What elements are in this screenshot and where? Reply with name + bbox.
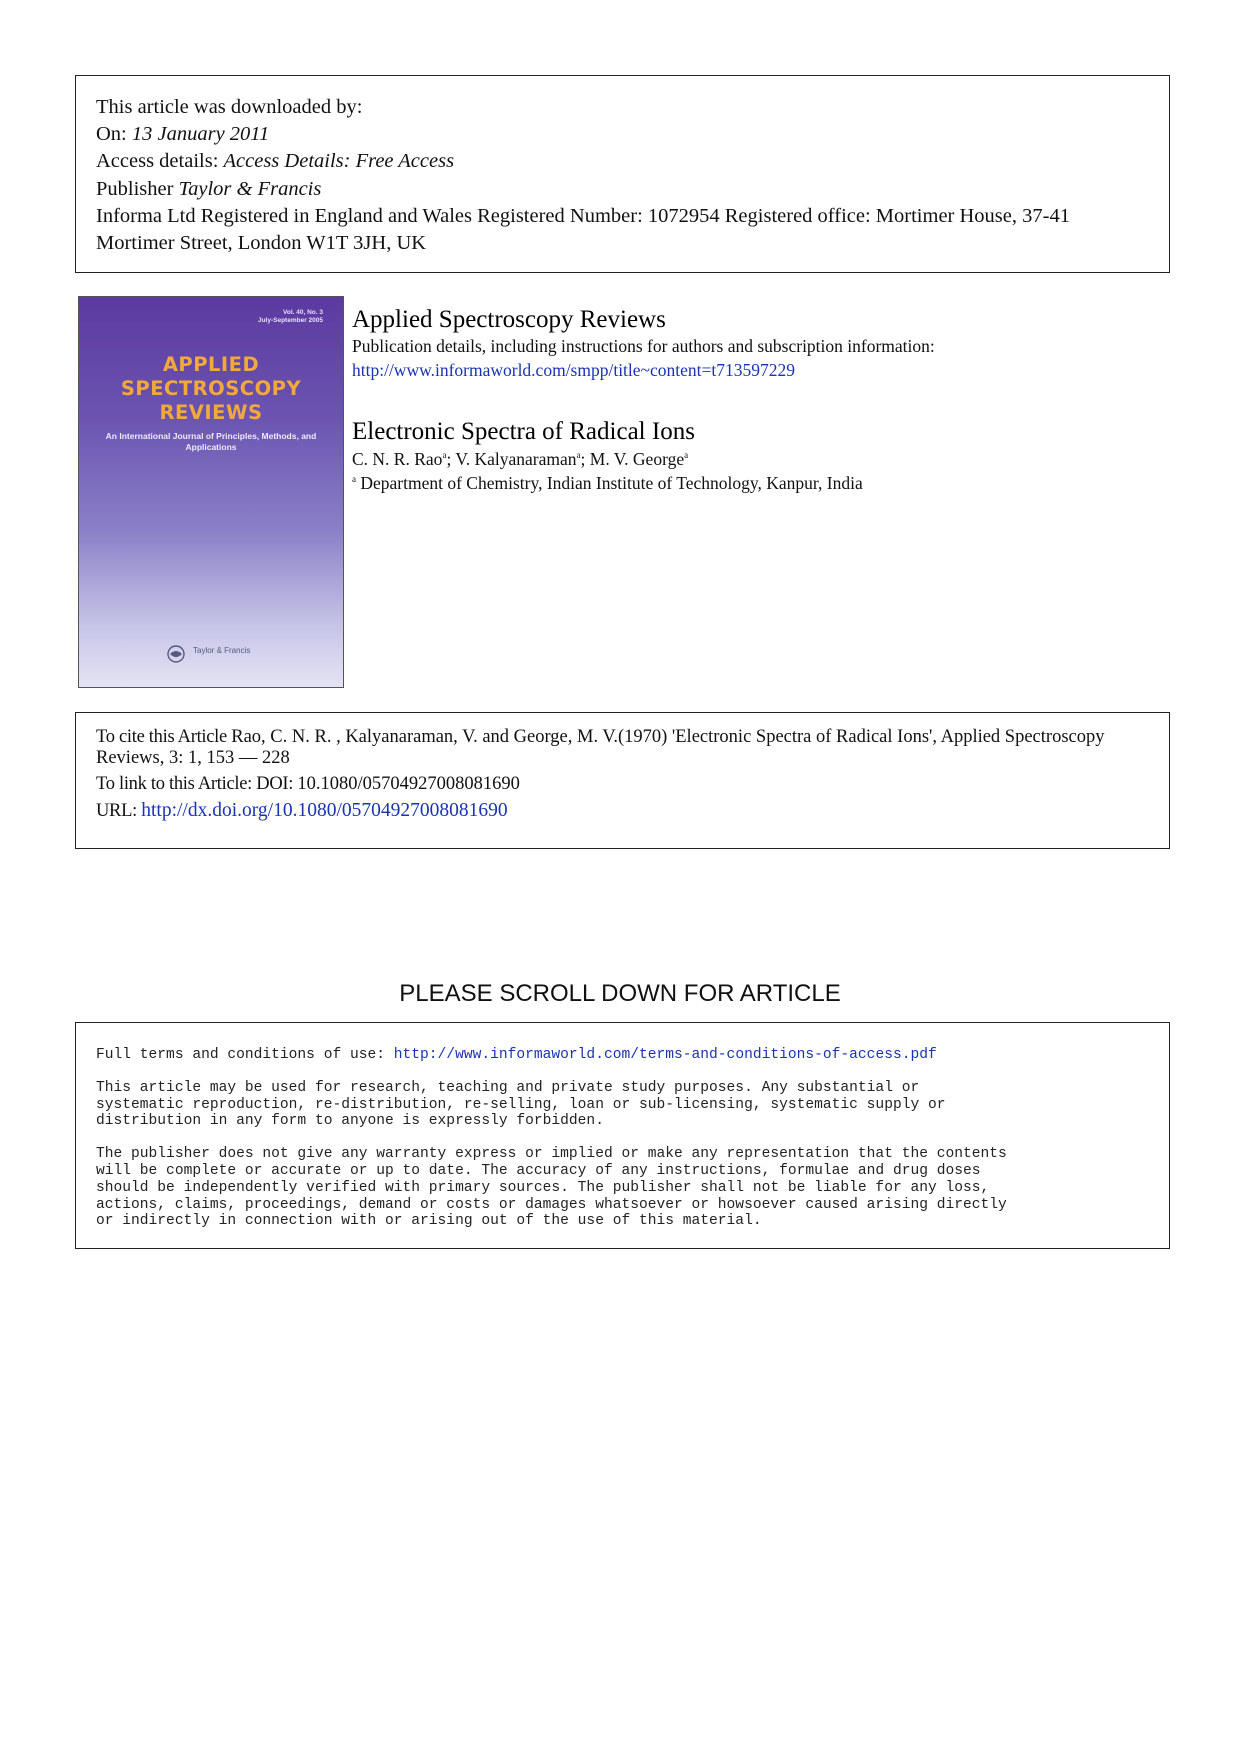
- terms-line: [96, 1047, 1149, 1064]
- download-info-box: [75, 75, 1170, 273]
- cite-row: [96, 727, 1149, 769]
- author-name: C. N. R. Rao: [352, 449, 443, 469]
- cover-subtitle: An International Journal of Principles, Methods, and Applications: [105, 431, 317, 452]
- affiliation: [352, 473, 863, 494]
- affiliation-mark: a: [576, 450, 581, 461]
- cover-volume-number: Vol. 40, No. 3: [283, 309, 323, 316]
- publisher-label: Publisher: [96, 177, 179, 200]
- publication-details: Publication details, including instructions for authors and subscription information:: [352, 336, 935, 356]
- citation-box: [75, 712, 1170, 849]
- journal-cover: [78, 296, 344, 688]
- on-label: On:: [96, 123, 132, 146]
- terms-disclaimer-paragraph: The publisher does not give any warranty express or implied or make any representation that the contents will be complete or accurate or up to date. The accuracy of any instructions, formulae and drug doses should be independently verified with primary sources. The publisher shall not be liable for any loss, actions, claims, proceedings, demand or costs or damages whatsoever or howsoever caused arising directly or indirectly in connection with or arising out of the use of this material.: [96, 1146, 1007, 1230]
- cite-label: To cite this Article: [96, 727, 232, 747]
- cover-logo-text: Taylor & Francis: [193, 646, 251, 655]
- affiliation-mark: a: [684, 450, 689, 461]
- scroll-notice: PLEASE SCROLL DOWN FOR ARTICLE: [399, 980, 841, 1007]
- terms-usage-paragraph: This article may be used for research, teaching and private study purposes. Any substantial or systematic reproduction, re-distribution, re-selling, loan or sub-licensing, systematic supply or distribution in any form to anyone is expressly forbidden.: [96, 1079, 946, 1130]
- doi-label: To link to this Article: DOI:: [96, 774, 298, 794]
- journal-title: Applied Spectroscopy Reviews: [352, 306, 666, 333]
- access-value: Access Details: Free Access: [223, 150, 455, 173]
- publisher-line: [96, 176, 1149, 203]
- doi-value: 10.1080/05704927008081690: [297, 774, 520, 794]
- affiliation-mark: a: [442, 450, 447, 461]
- author-name: V. Kalyanaraman: [455, 449, 577, 469]
- access-details-line: [96, 148, 1149, 175]
- publisher-value: Taylor & Francis: [178, 177, 322, 200]
- author-list: [352, 449, 688, 470]
- cover-title-line: REVIEWS: [159, 401, 263, 424]
- journal-link[interactable]: http://www.informaworld.com/smpp/title~content=t713597229: [352, 360, 796, 380]
- cover-volume: [258, 309, 323, 325]
- cover-title: [79, 353, 343, 425]
- terms-link[interactable]: http://www.informaworld.com/terms-and-conditions-of-access.pdf: [393, 1047, 937, 1063]
- affiliation-mark: a: [352, 474, 356, 485]
- terms-label: Full terms and conditions of use:: [96, 1047, 394, 1063]
- doi-url-link[interactable]: http://dx.doi.org/10.1080/05704927008081690: [141, 800, 508, 821]
- download-date-line: [96, 121, 1149, 148]
- cover-title-line: APPLIED: [162, 353, 260, 376]
- url-label: URL:: [96, 801, 142, 821]
- registration-text: Informa Ltd Registered in England and Wales Registered Number: 1072954 Registered office: Mortimer House, 37-41 Mortimer Street, London W1T 3JH, UK: [96, 204, 1070, 255]
- author-separator: ;: [580, 449, 590, 469]
- author-name: M. V. George: [589, 449, 685, 469]
- terms-box: [75, 1022, 1170, 1249]
- cover-volume-date: July-September 2005: [257, 317, 323, 324]
- cover-title-line: SPECTROSCOPY: [120, 377, 302, 400]
- download-date: 13 January 2011: [131, 123, 270, 146]
- access-label: Access details:: [96, 150, 224, 173]
- url-row: [96, 800, 1149, 822]
- affiliation-text: Department of Chemistry, Indian Institute of Technology, Kanpur, India: [356, 473, 863, 493]
- cite-text: Rao, C. N. R. , Kalyanaraman, V. and George, M. V.(1970) 'Electronic Spectra of Radical Ions', Applied Spectroscopy Reviews, 3: 1, 153 — 228: [96, 727, 1105, 768]
- downloaded-by-line: This article was downloaded by:: [96, 96, 363, 118]
- article-title: Electronic Spectra of Radical Ions: [352, 418, 695, 445]
- doi-row: [96, 774, 1149, 795]
- author-separator: ;: [446, 449, 456, 469]
